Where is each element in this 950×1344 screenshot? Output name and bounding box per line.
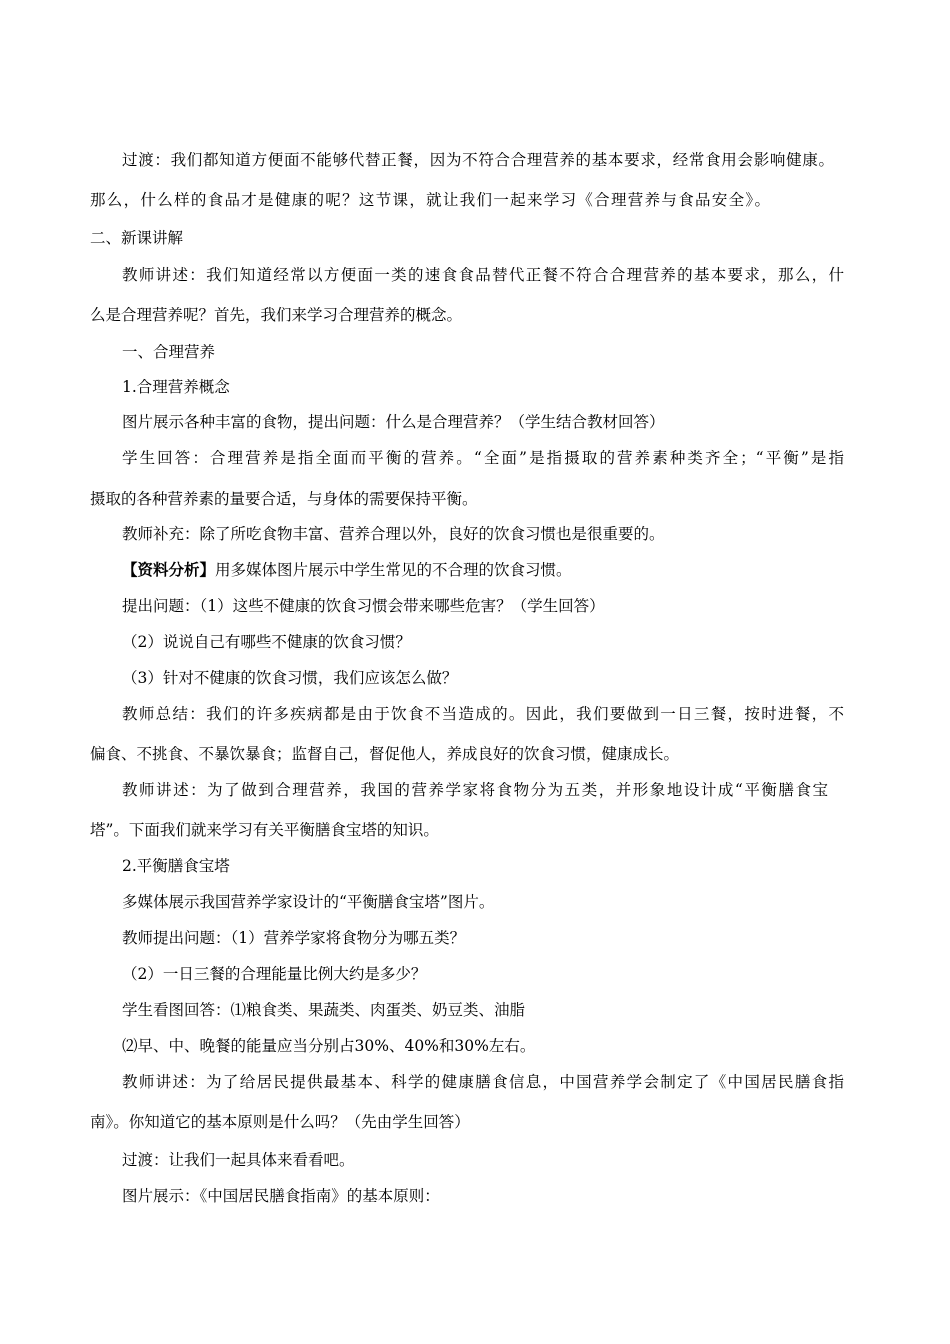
subsection-heading: 一、合理营养 [122, 343, 216, 361]
text-line: 学生回答：合理营养是指全面而平衡的营养。“全面”是指摄取的营养素种类齐全；“平衡”是指 [122, 449, 844, 467]
subsection-heading: 1.合理营养概念 [122, 378, 230, 396]
text-line: 教师补充：除了所吃食物丰富、营养合理以外，良好的饮食习惯也是很重要的。 [122, 525, 665, 543]
text-line: 教师讲述：为了做到合理营养，我国的营养学家将食物分为五类，并形象地设计成“平衡膳食宝 [122, 781, 828, 799]
text-line [122, 560, 572, 580]
text-line: （2）说说自己有哪些不健康的饮食习惯？ [122, 633, 411, 651]
text-line: 摄取的各种营养素的量要合适，与身体的需要保持平衡。 [90, 490, 478, 508]
text-line: 学生看图回答：⑴粮食类、果蔬类、肉蛋类、奶豆类、油脂 [122, 1001, 526, 1019]
subsection-heading: 2.平衡膳食宝塔 [122, 857, 230, 875]
text-line: （2）一日三餐的合理能量比例大约是多少？ [122, 965, 427, 983]
text-line: 那么，什么样的食品才是健康的呢？这节课，就让我们一起来学习《合理营养与食品安全》。 [90, 191, 770, 209]
material-analysis-label: 【资料分析】 [122, 560, 216, 579]
text-line: 偏食、不挑食、不暴饮暴食；监督自己，督促他人，养成良好的饮食习惯，健康成长。 [90, 745, 680, 763]
text-line: 图片展示：《中国居民膳食指南》的基本原则： [122, 1187, 440, 1205]
text-line: 南》。你知道它的基本原则是什么吗？（先由学生回答） [90, 1113, 470, 1131]
text-line: 塔”。下面我们就来学习有关平衡膳食宝塔的知识。 [90, 821, 439, 839]
text-line: 教师提出问题：（1）营养学家将食物分为哪五类？ [122, 929, 466, 947]
section-heading: 二、新课讲解 [90, 229, 184, 247]
text-line: 么是合理营养呢？首先，我们来学习合理营养的概念。 [90, 306, 463, 324]
text-line: 教师讲述：为了给居民提供最基本、科学的健康膳食信息，中国营养学会制定了《中国居民膳食指 [122, 1073, 844, 1091]
text-line: 图片展示各种丰富的食物，提出问题：什么是合理营养？（学生结合教材回答） [122, 413, 665, 431]
text-line: 过渡：让我们一起具体来看看吧。 [122, 1151, 355, 1169]
text-line: 教师讲述：我们知道经常以方便面一类的速食食品替代正餐不符合合理营养的基本要求，那么，什 [122, 266, 844, 284]
text-line: 过渡：我们都知道方便面不能够代替正餐，因为不符合合理营养的基本要求，经常食用会影响健康。 [122, 151, 834, 169]
text-line: 提出问题：（1）这些不健康的饮食习惯会带来哪些危害？（学生回答） [122, 597, 605, 615]
text-line: 多媒体展示我国营养学家设计的“平衡膳食宝塔”图片。 [122, 893, 495, 911]
text-line: ⑵早、中、晚餐的能量应当分别占30%、40%和30%左右。 [122, 1037, 536, 1055]
text-line: （3）针对不健康的饮食习惯，我们应该怎么做？ [122, 669, 458, 687]
text-fragment: 用多媒体图片展示中学生常见的不合理的饮食习惯。 [215, 561, 572, 579]
text-line: 教师总结：我们的许多疾病都是由于饮食不当造成的。因此，我们要做到一日三餐，按时进餐，不 [122, 705, 844, 723]
